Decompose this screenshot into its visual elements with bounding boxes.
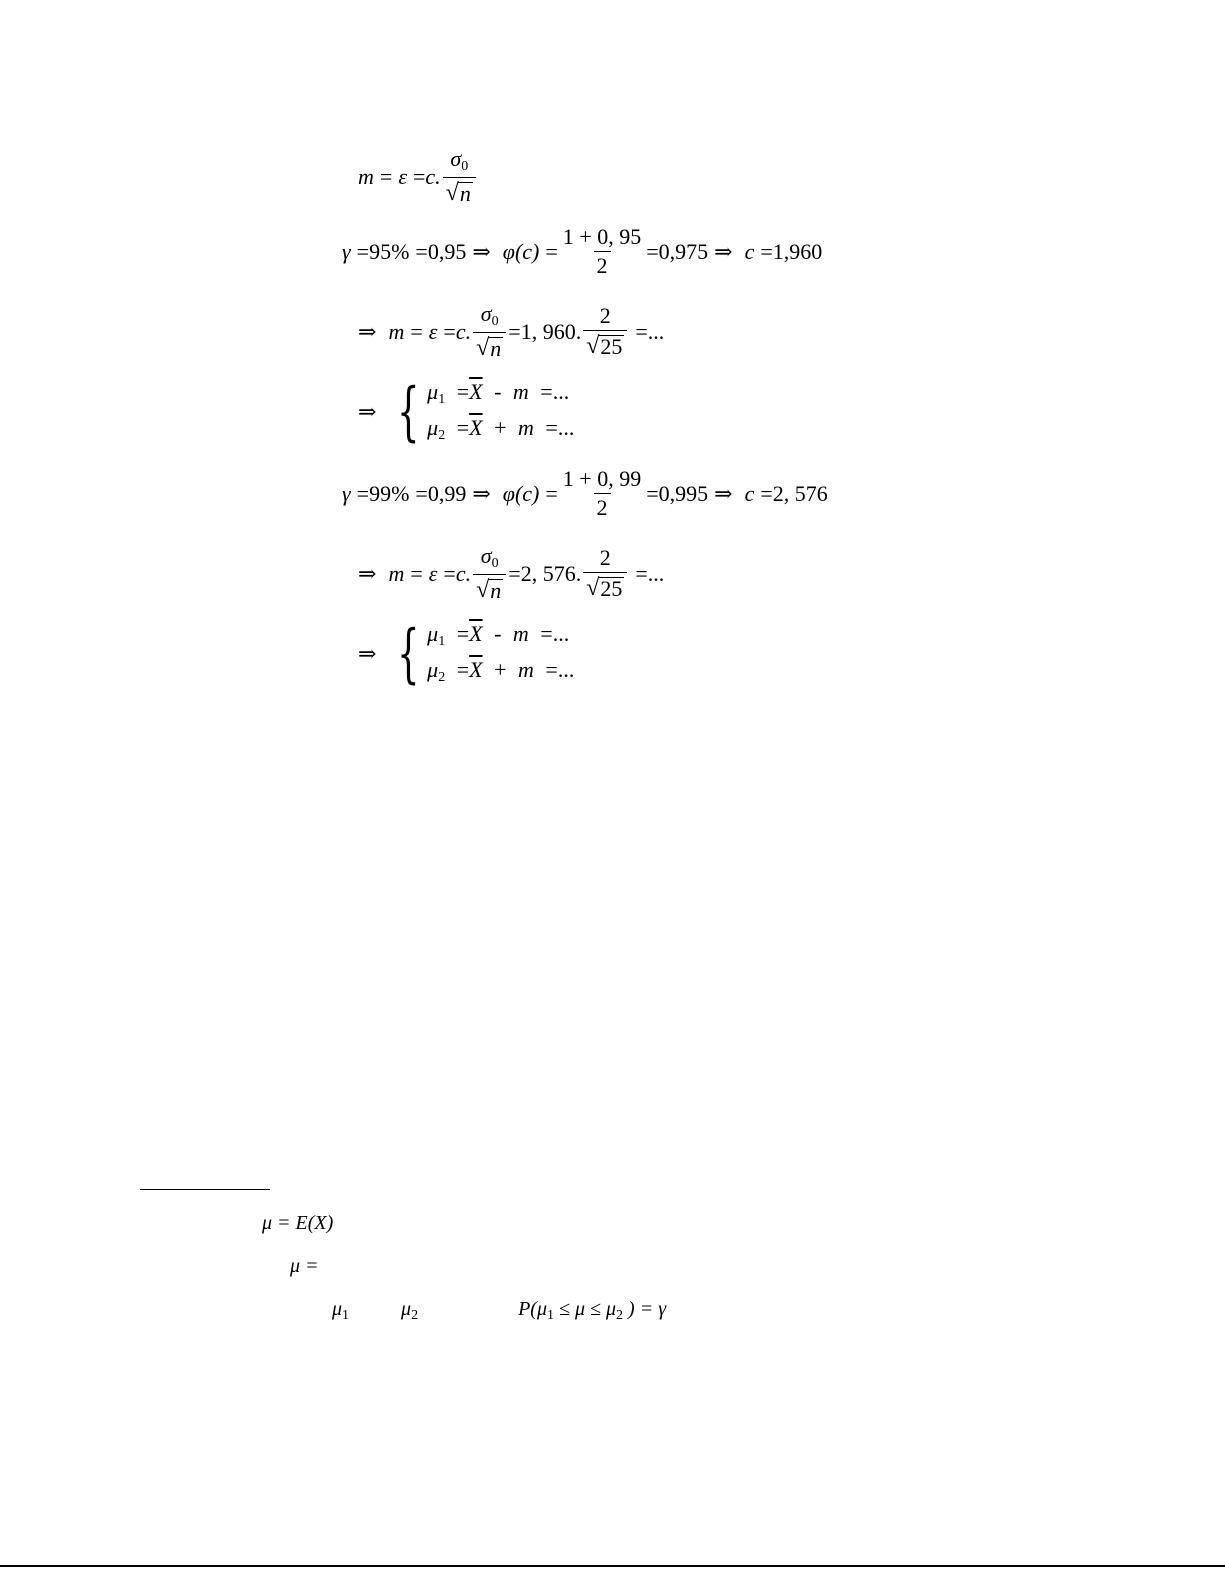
sub-2: 2 (438, 428, 446, 443)
var-m: m (518, 657, 534, 682)
mu: μ (427, 415, 439, 440)
sigma-sub: 0 (491, 314, 499, 329)
system-interval-95: ⇒ { $\mu_1 =\overline{X} - m$ =... $\mu_2 =\overline{X} + m$ =... (358, 375, 575, 449)
fraction (560, 468, 644, 519)
c-value-1960: 1,960 (772, 238, 823, 264)
equation-margin-of-error: m = ε = c. $\sigma_0$ √ n (358, 148, 478, 205)
minus-sign: - (494, 621, 502, 646)
phi-c: φ(c) (502, 238, 540, 264)
var-m: m (388, 560, 405, 586)
sub-1: 1 (547, 1308, 555, 1323)
mu: μ (332, 1298, 343, 1320)
percent-95: 95% (369, 238, 410, 264)
fraction: $\sigma_0$ √ n (443, 148, 476, 205)
ellipsis: ... (552, 621, 570, 646)
var-n: n (490, 336, 502, 361)
numerator: 2 (599, 303, 611, 328)
inequality: ≤ μ ≤ μ (559, 1298, 617, 1320)
plus-sign: + (494, 415, 507, 440)
sub-2: 2 (616, 1308, 624, 1323)
mu: μ (427, 657, 439, 682)
radicand-25: 25 (600, 576, 623, 601)
sub-1: 1 (438, 392, 446, 407)
minus-sign: - (494, 379, 502, 404)
sigma-sub: 0 (491, 556, 499, 571)
result-0975: 0,975 (658, 238, 709, 264)
ellipsis: ... (552, 379, 570, 404)
decimal-099: 0,99 (427, 480, 467, 506)
probability-close: ) = γ (628, 1298, 667, 1320)
sub-2: 2 (438, 670, 446, 685)
var-c: c. (425, 163, 441, 189)
denominator: 2 (594, 493, 611, 519)
var-epsilon: ε (428, 318, 438, 344)
equation-gamma-99: γ = 99% = 0,99 ⇒ φ(c) = $\frac{1 + 0, 99}{2}$ = 0,995 ⇒ c = 2, 576 (342, 466, 828, 520)
equation-m-95: ⇒ m = ε = c. $\sigma_0$ √ n = 1, 960. 2 √ 25 = ... (358, 301, 665, 361)
var-epsilon: ε (428, 560, 438, 586)
ellipsis: ... (647, 560, 665, 586)
coef-1960: 1, 960. (520, 318, 582, 344)
result-0995: 0,995 (658, 480, 709, 506)
probability-open: P(μ (518, 1298, 548, 1320)
fraction: $\sigma_0$ √ n (473, 303, 506, 360)
x-bar: $\overline{X}$ (469, 415, 483, 440)
x-bar: $\overline{X}$ (469, 657, 483, 682)
sigma: σ (450, 146, 462, 171)
var-c: c (744, 480, 755, 506)
footnote-mu-equals: μ = (290, 1255, 319, 1277)
mu: μ (427, 621, 439, 646)
var-m: m (358, 163, 374, 189)
numerator: 2 (599, 545, 611, 570)
fraction: 2 √ 25 (583, 547, 627, 600)
percent-99: 99% (369, 480, 410, 506)
sigma-sub: 0 (461, 159, 469, 174)
var-m: m (518, 415, 534, 440)
radicand-25: 25 (600, 334, 623, 359)
footnote-mu-expectation: μ = E(X) (262, 1212, 334, 1234)
sub-2: 2 (411, 1308, 419, 1323)
x-bar: $\overline{X}$ (469, 379, 483, 404)
system-interval-99: ⇒ { $\mu_1 =\overline{X} - m$ =... $\mu_2 =\overline{X} + m$ =... (358, 617, 575, 691)
c-value-2576: 2, 576 (772, 480, 828, 506)
left-brace: { (397, 617, 420, 691)
coef-2576: 2, 576. (520, 560, 582, 586)
fraction: $\sigma_0$ √ n (473, 545, 506, 602)
footnote-separator (140, 1189, 270, 1190)
sub-1: 1 (342, 1308, 350, 1323)
var-c: c (744, 238, 755, 264)
mu: μ (401, 1298, 412, 1320)
var-epsilon: ε (398, 163, 407, 189)
fraction (560, 226, 644, 277)
ellipsis: ... (557, 415, 575, 440)
phi-c: φ(c) (502, 480, 540, 506)
var-n: n (490, 578, 502, 603)
var-m: m (388, 318, 405, 344)
sigma: σ (480, 301, 492, 326)
var-m: m (512, 621, 529, 646)
fraction: 2 √ 25 (583, 305, 627, 358)
mu: μ (427, 379, 439, 404)
var-n: n (459, 181, 471, 206)
numerator: 1 + 0, 99 (562, 466, 642, 491)
gamma: γ (342, 238, 351, 264)
plus-sign: + (494, 657, 507, 682)
decimal-095: 0,95 (427, 238, 467, 264)
ellipsis: ... (647, 318, 665, 344)
var-c: c. (455, 560, 472, 586)
sub-1: 1 (438, 634, 446, 649)
numerator: 1 + 0, 95 (562, 224, 642, 249)
footnote-interval-line (332, 1298, 666, 1324)
equation-m-99: ⇒ m = ε = c. $\sigma_0$ √ n = 2, 576. 2 √ 25 = ... (358, 543, 665, 603)
equation-gamma-95: γ = 95% = 0,95 ⇒ φ(c) = $\frac{1 + 0, 95}{2}$ = 0,975 ⇒ c = 1,960 (342, 224, 823, 278)
var-m: m (512, 379, 529, 404)
sigma: σ (480, 543, 492, 568)
var-c: c. (455, 318, 472, 344)
left-brace: { (397, 375, 420, 449)
page-bottom-rule (0, 1565, 1225, 1567)
denominator: 2 (594, 251, 611, 277)
x-bar: $\overline{X}$ (469, 621, 483, 646)
gamma: γ (342, 480, 351, 506)
ellipsis: ... (557, 657, 575, 682)
